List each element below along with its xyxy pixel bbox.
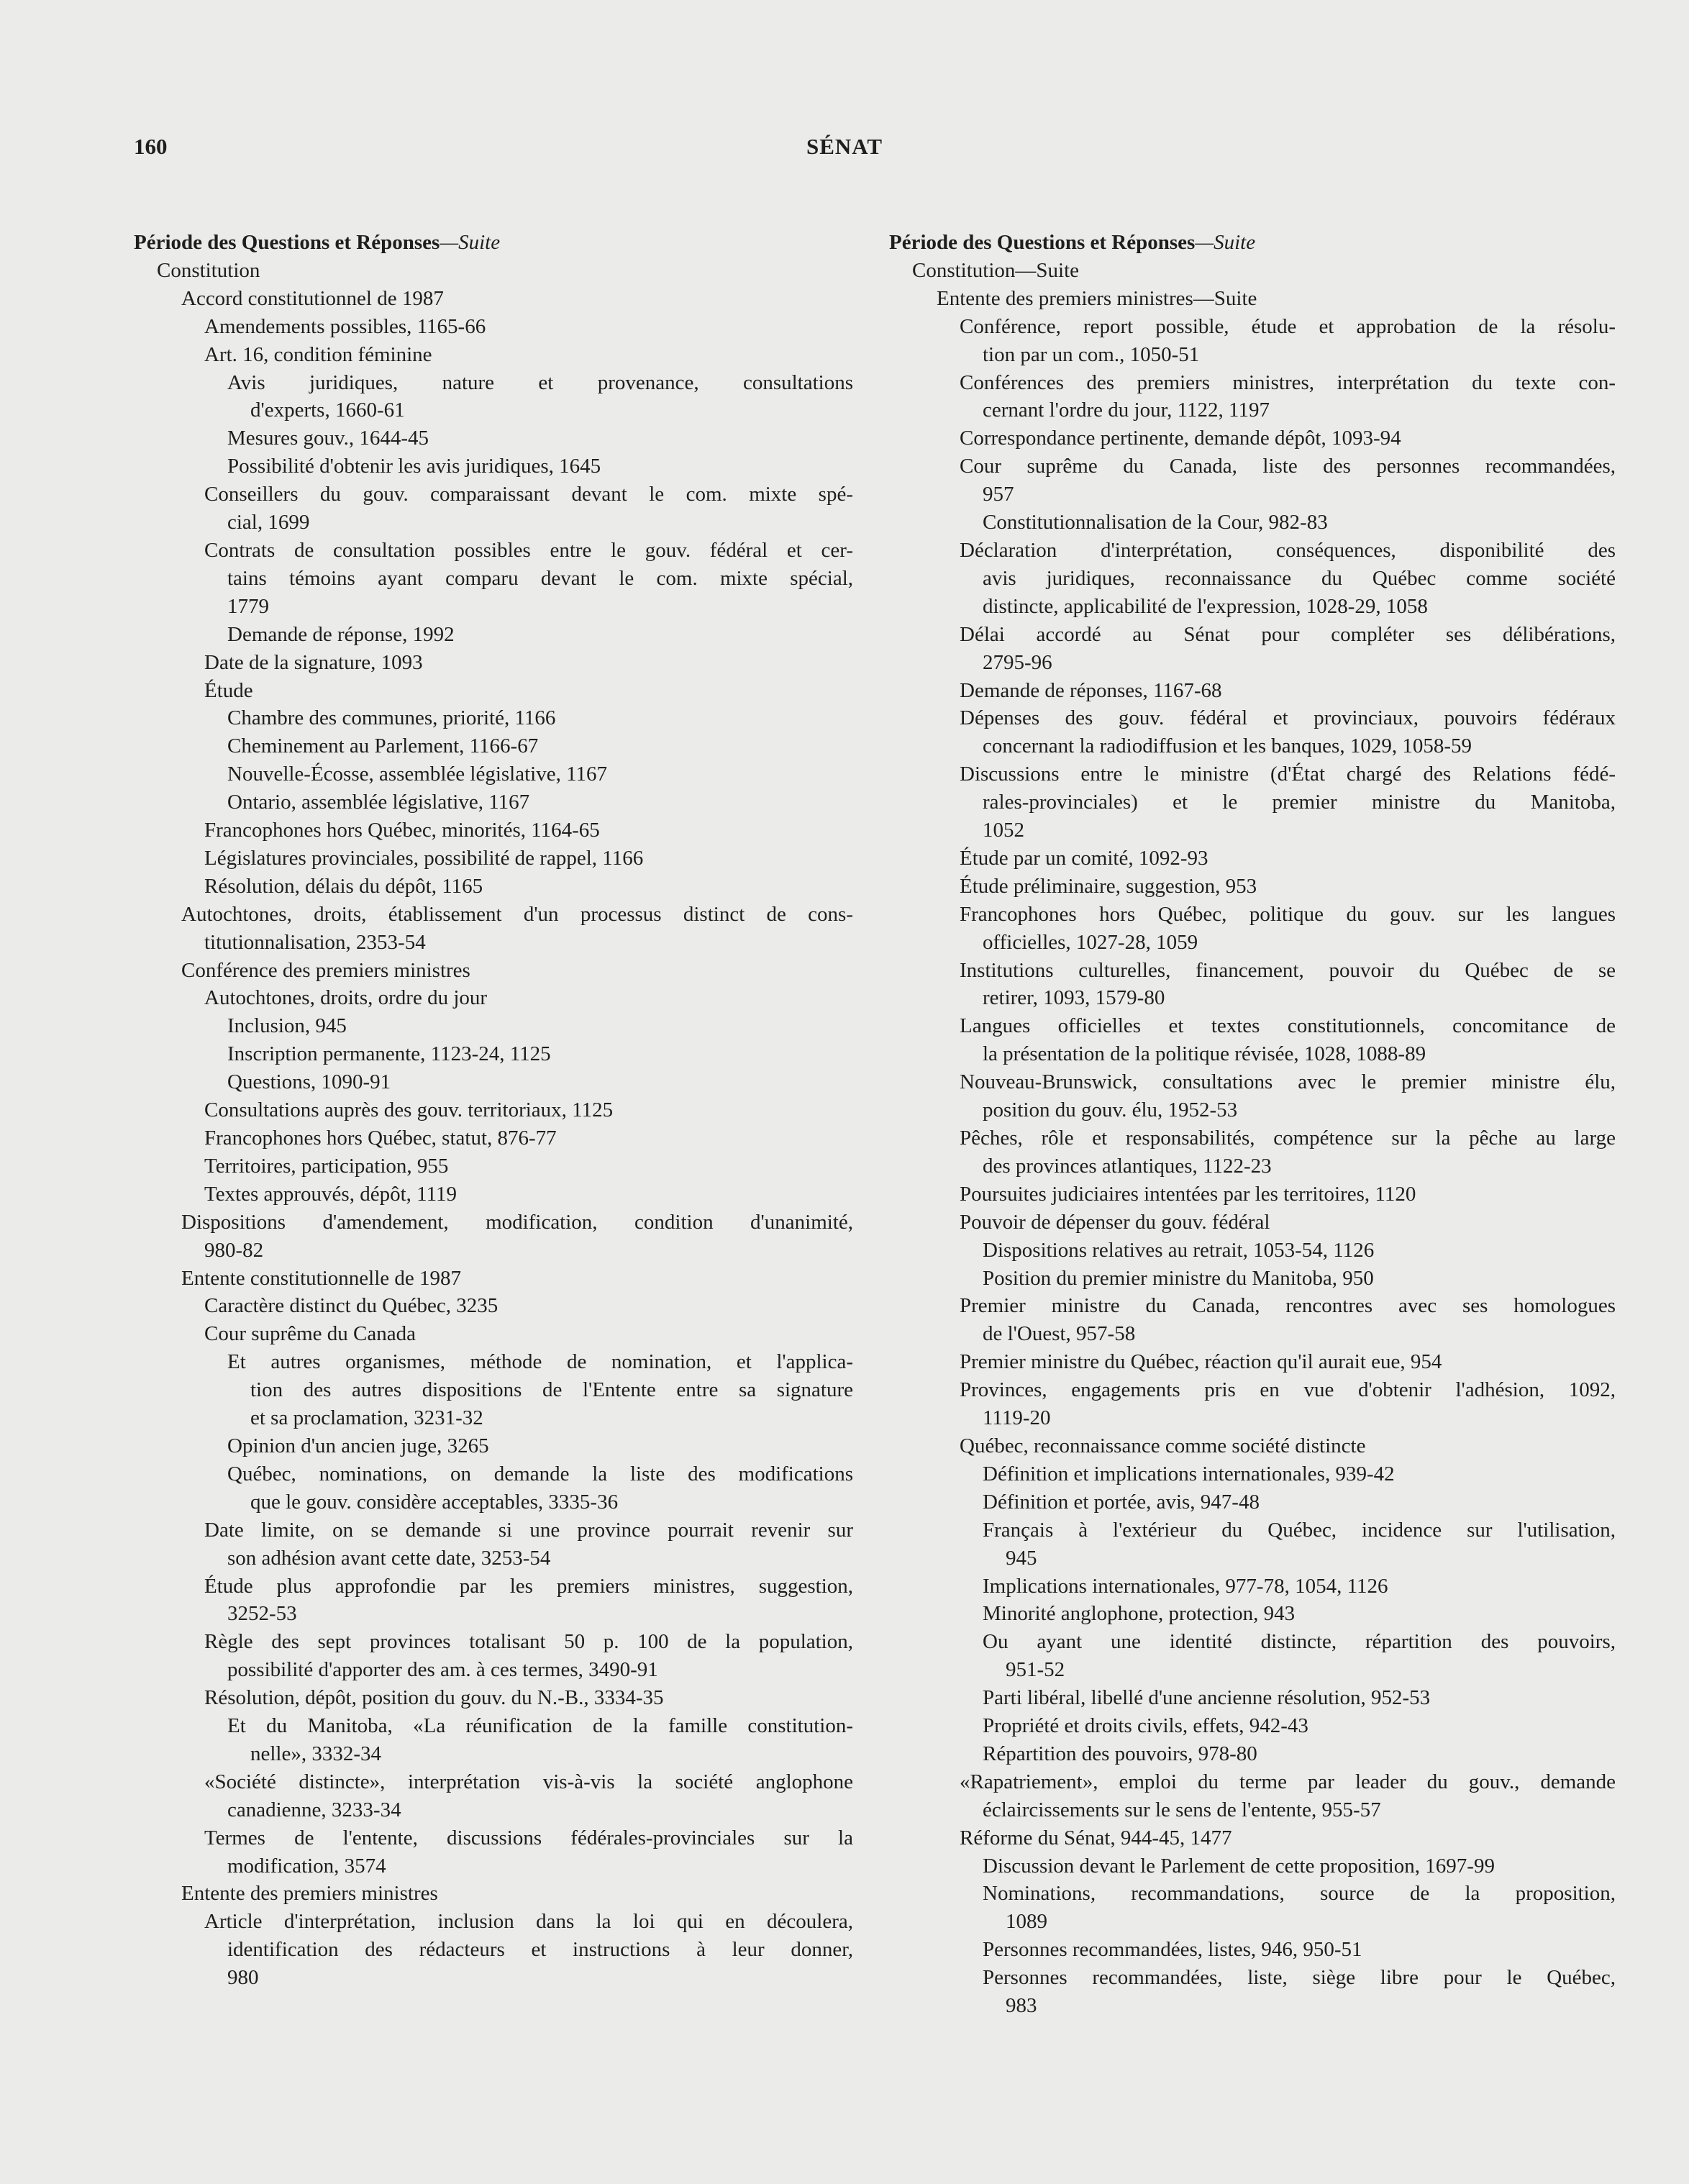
index-entry: [134, 424, 853, 452]
index-entry-text: Étude: [204, 678, 253, 702]
index-entry-text: Termes de l'entente, discussions fédérales-provinciales sur la: [204, 1826, 853, 1849]
page-number: 160: [134, 134, 168, 159]
index-entry: [889, 1209, 1616, 1237]
index-entry: [134, 1740, 853, 1768]
index-entry: [134, 1712, 853, 1740]
index-entry-text: Correspondance pertinente, demande dépôt, 1093-94: [960, 427, 1401, 450]
index-entry: [889, 396, 1616, 424]
index-entry-text: Pouvoir de dépenser du gouv. fédéral: [960, 1210, 1270, 1234]
index-entry-text: d'experts, 1660-61: [250, 399, 405, 422]
index-entry: [889, 257, 1616, 285]
index-entry-text: Premier ministre du Québec, réaction qu'il aurait eue, 954: [960, 1350, 1442, 1374]
index-entry-text: Règle des sept provinces totalisant 50 p. 100 de la population,: [204, 1630, 853, 1654]
index-entry: [889, 1796, 1616, 1824]
index-entry-text: Dépenses des gouv. fédéral et provinciaux, pouvoirs fédéraux: [960, 706, 1616, 730]
index-entry-text: Discussion devant le Parlement de cette proposition, 1697-99: [983, 1854, 1495, 1878]
index-entry-text: Questions, 1090-91: [227, 1070, 391, 1094]
index-entry-text: Consultations auprès des gouv. territoriaux, 1125: [204, 1098, 614, 1122]
index-entry: [134, 901, 853, 929]
index-entry: [889, 229, 1616, 257]
index-entry: [134, 1292, 853, 1320]
index-entry-text: Entente constitutionnelle de 1987: [181, 1266, 461, 1290]
index-entry-text: Québec, reconnaissance comme société distincte: [960, 1434, 1366, 1457]
index-entry: [134, 1768, 853, 1796]
index-entry: [134, 1628, 853, 1656]
index-entry-text: Opinion d'un ancien juge, 3265: [227, 1434, 489, 1457]
index-entry: [134, 1516, 853, 1544]
index-entry: [134, 1432, 853, 1460]
index-entry: [134, 957, 853, 985]
index-entry: [889, 873, 1616, 901]
index-entry: [134, 677, 853, 705]
index-entry-text: Pêches, rôle et responsabilités, compétence sur la pêche au large: [960, 1127, 1616, 1150]
index-entry-text: Législatures provinciales, possibilité de rappel, 1166: [204, 846, 644, 870]
index-entry-text: 2795-96: [983, 650, 1052, 674]
index-entry: [134, 1460, 853, 1488]
index-entry-text: Dispositions relatives au retrait, 1053-54, 1126: [983, 1238, 1375, 1262]
index-entry-text: Conseillers du gouv. comparaissant devant le com. mixte spé-: [204, 483, 853, 506]
index-entry: [889, 845, 1616, 873]
index-entry: [134, 593, 853, 621]
index-entry-text: cial, 1699: [227, 511, 310, 534]
index-entry: [889, 1768, 1616, 1796]
index-entry: [889, 1824, 1616, 1852]
index-entry: [134, 1936, 853, 1964]
index-entry-text: Définition et portée, avis, 947-48: [983, 1490, 1260, 1514]
index-entry-text: Article d'interprétation, inclusion dans la loi qui en découlera,: [204, 1910, 853, 1934]
index-entry: [889, 1684, 1616, 1712]
index-entry: [134, 1237, 853, 1265]
index-entry-text: des provinces atlantiques, 1122-23: [983, 1154, 1272, 1178]
index-entry-text: Autochtones, droits, établissement d'un processus distinct de cons-: [181, 902, 853, 926]
index-entry: [134, 565, 853, 593]
index-entry-text: tains témoins ayant comparu devant le com. mixte spécial,: [227, 566, 853, 590]
index-entry-text: Ontario, assemblée législative, 1167: [227, 791, 530, 814]
index-entry-text: Art. 16, condition féminine: [204, 342, 432, 366]
index-entry: [889, 1936, 1616, 1964]
index-entry: [134, 285, 853, 313]
index-entry-text: Mesures gouv., 1644-45: [227, 427, 429, 450]
index-entry-text: Amendements possibles, 1165-66: [204, 314, 486, 338]
index-entry: [134, 873, 853, 901]
index-entry: [134, 229, 853, 257]
index-entry-text: Déclaration d'interprétation, conséquences, disponibilité des: [960, 538, 1616, 562]
index-entry-text: Cheminement au Parlement, 1166-67: [227, 734, 539, 758]
index-entry: [889, 1488, 1616, 1516]
index-entry: [889, 285, 1616, 313]
index-entry-text: 1119-20: [983, 1406, 1051, 1430]
index-entry-text: Nouveau-Brunswick, consultations avec le premier ministre élu,: [960, 1070, 1616, 1094]
index-entry-text: Implications internationales, 977-78, 1054, 1126: [983, 1574, 1388, 1598]
index-entry: [134, 1852, 853, 1880]
index-entry-text: Demande de réponse, 1992: [227, 622, 455, 646]
index-entry-text: Premier ministre du Canada, rencontres avec ses homologues: [960, 1294, 1616, 1318]
index-entry-text: Possibilité d'obtenir les avis juridiques, 1645: [227, 455, 601, 478]
index-entry: [889, 1964, 1616, 1992]
index-entry: [134, 984, 853, 1012]
index-entry: [889, 1124, 1616, 1152]
index-entry: [134, 1068, 853, 1096]
index-entry: [889, 1237, 1616, 1265]
index-entry: [889, 1432, 1616, 1460]
index-entry: [134, 1040, 853, 1068]
index-entry-text: Définition et implications internationales, 939-42: [983, 1462, 1395, 1485]
index-entry-text: rales-provinciales) et le premier ministre du Manitoba,: [983, 791, 1616, 814]
index-entry: [889, 509, 1616, 537]
index-entry: [134, 1404, 853, 1432]
index-entry: [889, 1573, 1616, 1601]
index-entry-text: tion des autres dispositions de l'Entente entre sa signature: [250, 1378, 853, 1402]
index-entry-text: la présentation de la politique révisée, 1028, 1088-89: [983, 1042, 1426, 1066]
index-entry: [889, 1992, 1616, 2020]
index-entry: [889, 649, 1616, 677]
index-entry-text: titutionnalisation, 2353-54: [204, 930, 426, 954]
index-entry: [134, 1348, 853, 1376]
index-entry: [134, 649, 853, 677]
index-entry: [134, 788, 853, 816]
index-entry: [889, 929, 1616, 957]
index-entry-text: Francophones hors Québec, statut, 876-77: [204, 1127, 557, 1150]
index-entry: [889, 1460, 1616, 1488]
index-entry: [134, 1824, 853, 1852]
index-column-right: [889, 229, 1616, 2020]
index-entry: [889, 537, 1616, 565]
index-entry-text: Résolution, dépôt, position du gouv. du N.-B., 3334-35: [204, 1686, 664, 1710]
index-entry: [889, 1908, 1616, 1936]
index-entry-text: Personnes recommandées, liste, siège libre pour le Québec,: [983, 1966, 1616, 1990]
index-entry-text: possibilité d'apporter des am. à ces termes, 3490-91: [227, 1658, 658, 1682]
index-entry-text: Dispositions d'amendement, modification, condition d'unanimité,: [181, 1210, 853, 1234]
index-entry: [889, 1096, 1616, 1124]
index-entry: [134, 816, 853, 845]
index-entry-text: «Société distincte», interprétation vis-à-vis la société anglophone: [204, 1770, 853, 1793]
index-entry-text: Autochtones, droits, ordre du jour: [204, 986, 488, 1010]
index-entry-text: Personnes recommandées, listes, 946, 950-51: [983, 1938, 1362, 1962]
index-entry-text: Parti libéral, libellé d'une ancienne résolution, 952-53: [983, 1686, 1431, 1710]
index-entry-text: Avis juridiques, nature et provenance, consultations: [227, 370, 853, 394]
index-entry-text: Minorité anglophone, protection, 943: [983, 1602, 1296, 1626]
index-entry-text: avis juridiques, reconnaissance du Québec comme société: [983, 566, 1616, 590]
index-entry: [889, 565, 1616, 593]
index-entry-text: Inscription permanente, 1123-24, 1125: [227, 1042, 551, 1066]
index-entry-text: Et du Manitoba, «La réunification de la famille constitution-: [227, 1714, 853, 1738]
index-entry: [134, 621, 853, 649]
index-entry: [134, 732, 853, 760]
index-entry: [889, 1040, 1616, 1068]
index-entry-text: Constitution: [157, 258, 260, 282]
index-entry: [134, 1656, 853, 1684]
index-entry: [889, 984, 1616, 1012]
index-entry: [134, 396, 853, 424]
index-entry-text: modification, 3574: [227, 1854, 386, 1878]
index-entry: [889, 1265, 1616, 1293]
index-entry: [889, 788, 1616, 816]
index-entry: [134, 313, 853, 341]
index-entry: [134, 1880, 853, 1908]
index-entry-text: Répartition des pouvoirs, 978-80: [983, 1742, 1257, 1765]
index-entry-text: Francophones hors Québec, minorités, 1164-65: [204, 819, 600, 842]
index-entry: [889, 1152, 1616, 1180]
index-entry: [889, 1348, 1616, 1376]
index-entry: [889, 1544, 1616, 1573]
index-entry-text: 980: [227, 1966, 259, 1990]
index-entry-text: Québec, nominations, on demande la liste des modifications: [227, 1462, 853, 1485]
index-entry-text: Poursuites judiciaires intentées par les territoires, 1120: [960, 1182, 1416, 1206]
index-entry: [889, 1852, 1616, 1880]
index-entry: [134, 537, 853, 565]
index-entry: [889, 1628, 1616, 1656]
index-entry-text: officielles, 1027-28, 1059: [983, 930, 1198, 954]
index-entry: [134, 341, 853, 369]
suite-marker: —Suite: [1195, 231, 1256, 254]
running-head: SÉNAT: [806, 134, 883, 159]
index-entry-text: Territoires, participation, 955: [204, 1154, 449, 1178]
index-entry-text: Et autres organismes, méthode de nomination, et l'applica-: [227, 1350, 853, 1374]
index-entry-text: et sa proclamation, 3231-32: [250, 1406, 483, 1430]
index-entry: [889, 1012, 1616, 1040]
index-entry: [889, 341, 1616, 369]
index-entry-text: Francophones hors Québec, politique du gouv. sur les langues: [960, 902, 1616, 926]
index-entry-text: Entente des premiers ministres: [181, 1882, 438, 1906]
index-entry-text: Ou ayant une identité distincte, répartition des pouvoirs,: [983, 1630, 1616, 1654]
index-entry: [889, 593, 1616, 621]
index-entry-text: Textes approuvés, dépôt, 1119: [204, 1182, 457, 1206]
page-header: [0, 134, 1689, 168]
index-entry: [134, 1544, 853, 1573]
index-entry: [889, 816, 1616, 845]
index-entry-text: Cour suprême du Canada: [204, 1322, 416, 1346]
index-entry-text: identification des rédacteurs et instructions à leur donner,: [227, 1938, 853, 1962]
index-entry-text: que le gouv. considère acceptables, 3335-36: [250, 1490, 619, 1514]
index-entry-text: Contrats de consultation possibles entre le gouv. fédéral et cer-: [204, 538, 853, 562]
index-entry: [134, 509, 853, 537]
index-entry: [134, 1600, 853, 1628]
index-entry: [889, 901, 1616, 929]
index-entry: [134, 1209, 853, 1237]
index-entry: [134, 1180, 853, 1209]
index-entry-text: distincte, applicabilité de l'expression, 1028-29, 1058: [983, 594, 1428, 618]
index-entry-text: Discussions entre le ministre (d'État chargé des Relations fédé-: [960, 763, 1616, 786]
index-entry-text: canadienne, 3233-34: [227, 1798, 401, 1821]
index-entry: [134, 1152, 853, 1180]
index-entry-text: 1052: [983, 819, 1024, 842]
index-entry: [889, 481, 1616, 509]
index-entry-text: 957: [983, 483, 1014, 506]
index-entry: [134, 1124, 853, 1152]
index-entry: [889, 1180, 1616, 1209]
index-entry-text: Période des Questions et Réponses: [889, 231, 1196, 254]
index-entry: [889, 369, 1616, 397]
index-entry: [134, 1684, 853, 1712]
index-entry: [889, 1600, 1616, 1628]
index-column-left: [134, 229, 853, 1992]
index-entry-text: Français à l'extérieur du Québec, incidence sur l'utilisation,: [983, 1518, 1616, 1542]
index-entry: [889, 424, 1616, 452]
index-entry: [134, 1908, 853, 1936]
index-entry-text: Position du premier ministre du Manitoba, 950: [983, 1266, 1374, 1290]
index-entry-text: Entente des premiers ministres—Suite: [937, 286, 1257, 310]
index-entry: [889, 677, 1616, 705]
index-entry-text: de l'Ouest, 957-58: [983, 1322, 1136, 1346]
index-entry-text: 951-52: [1006, 1658, 1065, 1682]
index-entry: [889, 957, 1616, 985]
index-entry-text: Langues officielles et textes constitutionnels, concomitance de: [960, 1014, 1616, 1038]
index-entry-text: 983: [1006, 1994, 1037, 2018]
index-entry-text: Cour suprême du Canada, liste des personnes recommandées,: [960, 455, 1616, 478]
index-entry-text: 980-82: [204, 1238, 264, 1262]
index-entry: [889, 313, 1616, 341]
index-entry-text: cernant l'ordre du jour, 1122, 1197: [983, 399, 1270, 422]
index-entry: [134, 1320, 853, 1348]
index-entry: [134, 1488, 853, 1516]
index-entry-text: tion par un com., 1050-51: [983, 342, 1200, 366]
index-entry: [889, 704, 1616, 732]
index-entry-text: Constitution—Suite: [912, 258, 1080, 282]
index-entry: [134, 481, 853, 509]
index-entry: [134, 452, 853, 481]
index-entry-text: 945: [1006, 1546, 1037, 1570]
index-entry-text: éclaircissements sur le sens de l'entente, 955-57: [983, 1798, 1381, 1821]
index-entry-text: Provinces, engagements pris en vue d'obtenir l'adhésion, 1092,: [960, 1378, 1616, 1402]
index-entry-text: «Rapatriement», emploi du terme par leader du gouv., demande: [960, 1770, 1616, 1793]
index-entry: [134, 760, 853, 788]
index-entry: [134, 929, 853, 957]
index-entry-text: Conférences des premiers ministres, interprétation du texte con-: [960, 370, 1616, 394]
index-entry: [889, 1292, 1616, 1320]
index-entry-text: Délai accordé au Sénat pour compléter ses délibérations,: [960, 622, 1616, 646]
index-entry-text: Inclusion, 945: [227, 1014, 347, 1038]
index-entry: [134, 1796, 853, 1824]
index-entry-text: 1089: [1006, 1910, 1047, 1934]
index-entry-text: Constitutionnalisation de la Cour, 982-83: [983, 511, 1328, 534]
index-entry-text: nelle», 3332-34: [250, 1742, 382, 1765]
index-entry-text: Réforme du Sénat, 944-45, 1477: [960, 1826, 1232, 1849]
index-entry-text: Demande de réponses, 1167-68: [960, 678, 1222, 702]
index-entry: [889, 1404, 1616, 1432]
index-entry-text: Résolution, délais du dépôt, 1165: [204, 874, 483, 898]
index-entry-text: Conférence des premiers ministres: [181, 958, 470, 982]
index-entry: [134, 1096, 853, 1124]
index-entry-text: 1779: [227, 594, 269, 618]
index-entry-text: Institutions culturelles, financement, pouvoir du Québec de se: [960, 958, 1616, 982]
index-entry: [889, 1656, 1616, 1684]
index-entry-text: Date limite, on se demande si une province pourrait revenir sur: [204, 1518, 853, 1542]
index-entry-text: concernant la radiodiffusion et les banques, 1029, 1058-59: [983, 734, 1472, 758]
index-entry: [134, 257, 853, 285]
index-entry-text: Conférence, report possible, étude et approbation de la résolu-: [960, 314, 1616, 338]
index-entry-text: retirer, 1093, 1579-80: [983, 986, 1165, 1010]
index-entry: [889, 1516, 1616, 1544]
index-entry-text: Caractère distinct du Québec, 3235: [204, 1294, 498, 1318]
index-entry: [134, 845, 853, 873]
index-entry-text: 3252-53: [227, 1602, 297, 1626]
index-entry-text: Date de la signature, 1093: [204, 650, 423, 674]
index-entry: [889, 1712, 1616, 1740]
index-entry: [134, 1012, 853, 1040]
index-entry: [134, 1376, 853, 1404]
index-entry-text: Chambre des communes, priorité, 1166: [227, 706, 556, 730]
suite-marker: —Suite: [440, 231, 501, 254]
index-entry: [889, 1068, 1616, 1096]
index-entry: [134, 1573, 853, 1601]
index-entry-text: Propriété et droits civils, effets, 942-43: [983, 1714, 1308, 1738]
index-entry: [889, 732, 1616, 760]
index-entry: [889, 1740, 1616, 1768]
index-entry: [889, 621, 1616, 649]
index-entry-text: son adhésion avant cette date, 3253-54: [227, 1546, 551, 1570]
index-entry-text: Étude préliminaire, suggestion, 953: [960, 874, 1257, 898]
index-entry-text: Nominations, recommandations, source de la proposition,: [983, 1882, 1616, 1906]
index-entry: [889, 1880, 1616, 1908]
index-entry-text: Étude plus approfondie par les premiers ministres, suggestion,: [204, 1574, 853, 1598]
index-entry: [889, 1376, 1616, 1404]
index-entry-text: Accord constitutionnel de 1987: [181, 286, 444, 310]
index-entry-text: Période des Questions et Réponses: [134, 231, 440, 254]
index-entry-text: Étude par un comité, 1092-93: [960, 846, 1208, 870]
index-entry: [134, 369, 853, 397]
index-entry-text: Nouvelle-Écosse, assemblée législative, 1167: [227, 763, 608, 786]
index-entry: [889, 452, 1616, 481]
index-entry: [134, 1964, 853, 1992]
index-entry: [134, 704, 853, 732]
index-entry: [134, 1265, 853, 1293]
index-entry: [889, 760, 1616, 788]
index-entry-text: position du gouv. élu, 1952-53: [983, 1098, 1238, 1122]
index-entry: [889, 1320, 1616, 1348]
